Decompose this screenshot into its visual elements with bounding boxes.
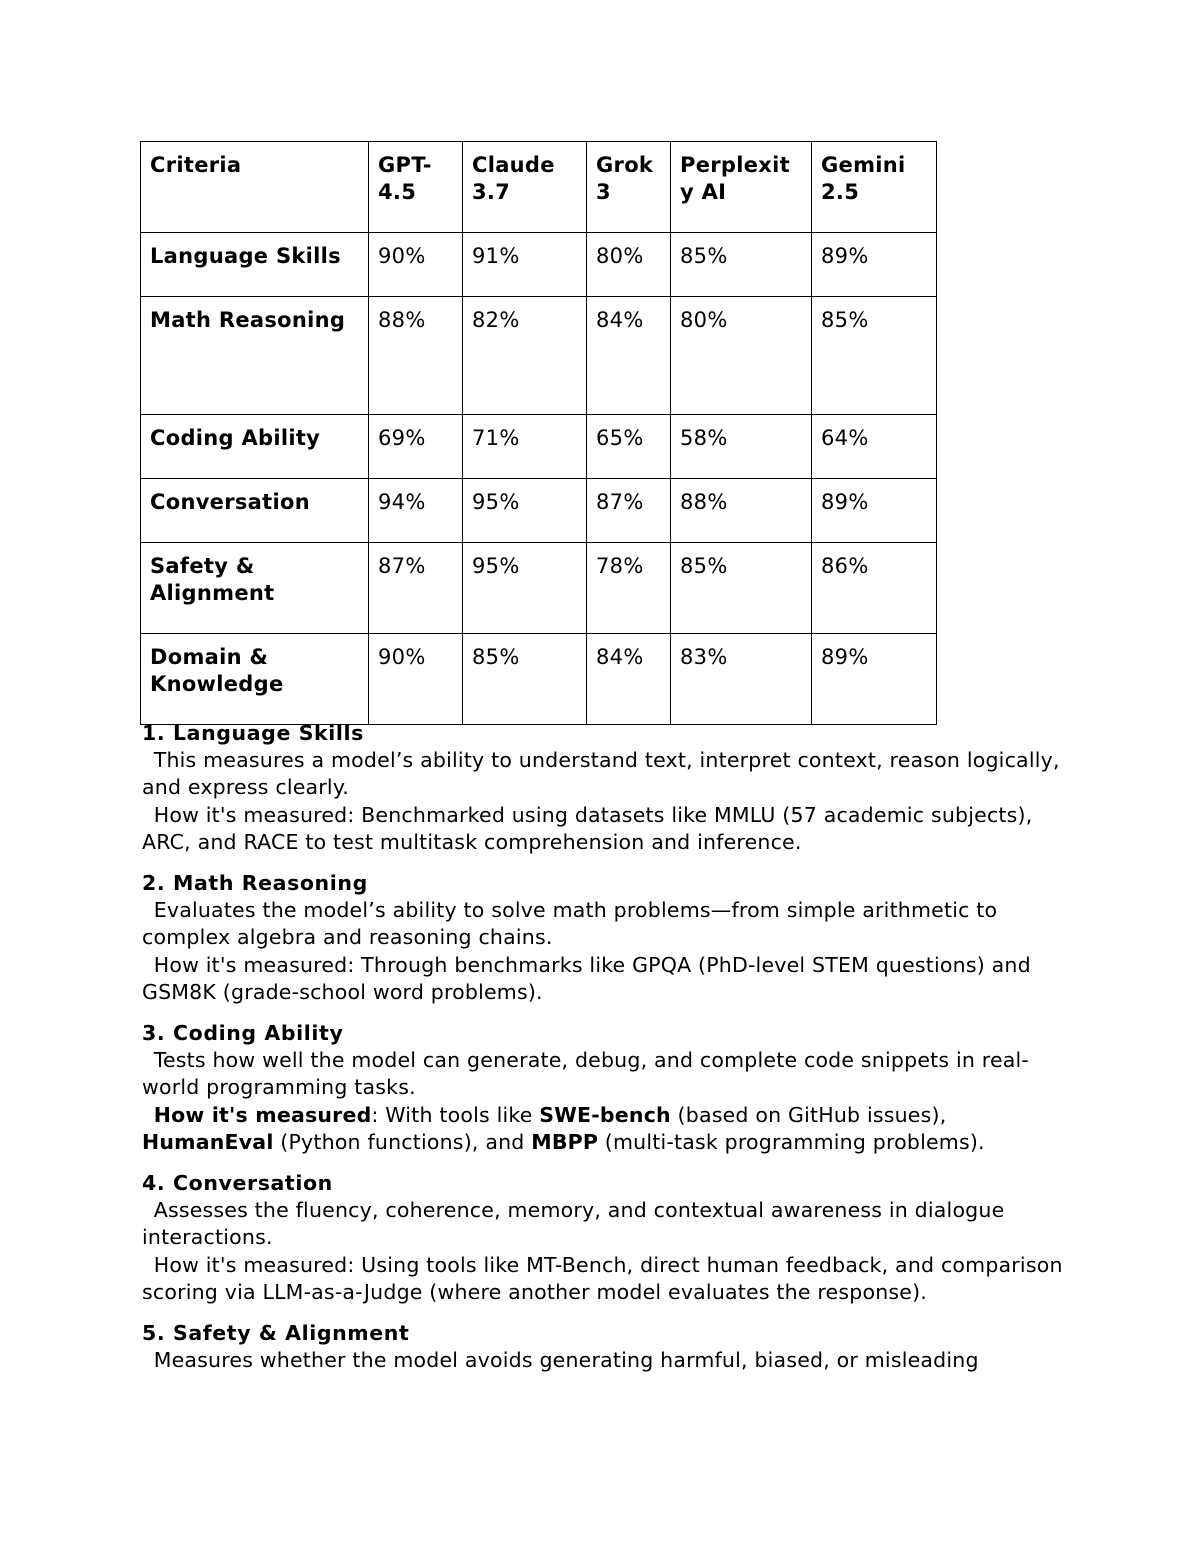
cell-claude: 71% [463,415,587,479]
section-title: 5. Safety & Alignment [142,1321,410,1346]
cell-perplexity: 85% [671,233,812,297]
section-safety-alignment [142,1320,1072,1374]
cell-gpt: 87% [369,543,463,634]
header-gemini: Gemini 2.5 [812,142,937,233]
section-how-measured: How it's measured: With tools like SWE-bench (based on GitHub issues), HumanEval (Python functions), and MBPP (multi-task programming problems). [142,1102,985,1154]
section-math-reasoning [142,870,1072,1006]
cell-gpt: 90% [369,233,463,297]
section-conversation [142,1170,1072,1306]
cell-perplexity: 58% [671,415,812,479]
cell-gemini: 89% [812,479,937,543]
cell-perplexity: 80% [671,297,812,415]
section-how-measured: How it's measured: Using tools like MT-Bench, direct human feedback, and comparison scoring via LLM-as-a-Judge (where another model evaluates the response). [142,1252,1063,1304]
cell-gemini: 86% [812,543,937,634]
cell-perplexity: 83% [671,634,812,725]
table-header-row [141,142,937,233]
row-criteria: Domain & Knowledge [141,634,369,725]
criteria-descriptions [142,720,1072,1388]
table-row [141,233,937,297]
header-criteria: Criteria [141,142,369,233]
section-how-measured: How it's measured: Through benchmarks like GPQA (PhD-level STEM questions) and GSM8K (grade-school word problems). [142,952,1031,1004]
cell-gemini: 89% [812,634,937,725]
header-gpt: GPT- 4.5 [369,142,463,233]
row-criteria: Math Reasoning [141,297,369,415]
tool-swe-bench: SWE-bench [539,1102,671,1127]
section-title: 1. Language Skills [142,721,364,745]
table-row [141,634,937,725]
section-description: This measures a model’s ability to understand text, interpret context, reason logically, and express clearly. [142,748,1060,800]
header-perplexity: Perplexit y AI [671,142,812,233]
cell-grok: 65% [587,415,671,479]
cell-gpt: 88% [369,297,463,415]
cell-grok: 84% [587,634,671,725]
section-language-skills [142,720,1072,856]
section-how-measured: How it's measured: Benchmarked using datasets like MMLU (57 academic subjects), ARC, and RACE to test multitask comprehension and inference. [142,802,1033,854]
section-description: Assesses the fluency, coherence, memory, and contextual awareness in dialogue interactions. [142,1198,1005,1250]
section-description: Measures whether the model avoids generating harmful, biased, or misleading [153,1348,979,1373]
section-description: Evaluates the model’s ability to solve math problems—from simple arithmetic to complex algebra and reasoning chains. [142,898,998,950]
row-criteria: Coding Ability [141,415,369,479]
cell-gpt: 94% [369,479,463,543]
cell-claude: 95% [463,479,587,543]
cell-perplexity: 88% [671,479,812,543]
how-measured-label: How it's measured [153,1102,372,1127]
header-claude: Claude 3.7 [463,142,587,233]
cell-gpt: 90% [369,634,463,725]
cell-grok: 84% [587,297,671,415]
criteria-comparison-table [140,141,937,725]
section-title: 2. Math Reasoning [142,871,368,896]
row-criteria: Conversation [141,479,369,543]
table-row [141,297,937,415]
cell-claude: 95% [463,543,587,634]
cell-claude: 82% [463,297,587,415]
header-grok: Grok 3 [587,142,671,233]
section-coding-ability [142,1020,1072,1156]
cell-grok: 78% [587,543,671,634]
cell-gpt: 69% [369,415,463,479]
cell-gemini: 64% [812,415,937,479]
cell-grok: 87% [587,479,671,543]
tool-humaneval: HumanEval [142,1129,274,1154]
row-criteria: Language Skills [141,233,369,297]
table-row [141,415,937,479]
table-row [141,479,937,543]
cell-claude: 85% [463,634,587,725]
cell-gemini: 85% [812,297,937,415]
row-criteria: Safety & Alignment [141,543,369,634]
cell-claude: 91% [463,233,587,297]
cell-perplexity: 85% [671,543,812,634]
cell-gemini: 89% [812,233,937,297]
section-description: Tests how well the model can generate, debug, and complete code snippets in real-world programming tasks. [142,1048,1030,1100]
table-row [141,543,937,634]
section-title: 3. Coding Ability [142,1021,344,1046]
cell-grok: 80% [587,233,671,297]
tool-mbpp: MBPP [531,1129,599,1154]
section-title: 4. Conversation [142,1171,333,1196]
